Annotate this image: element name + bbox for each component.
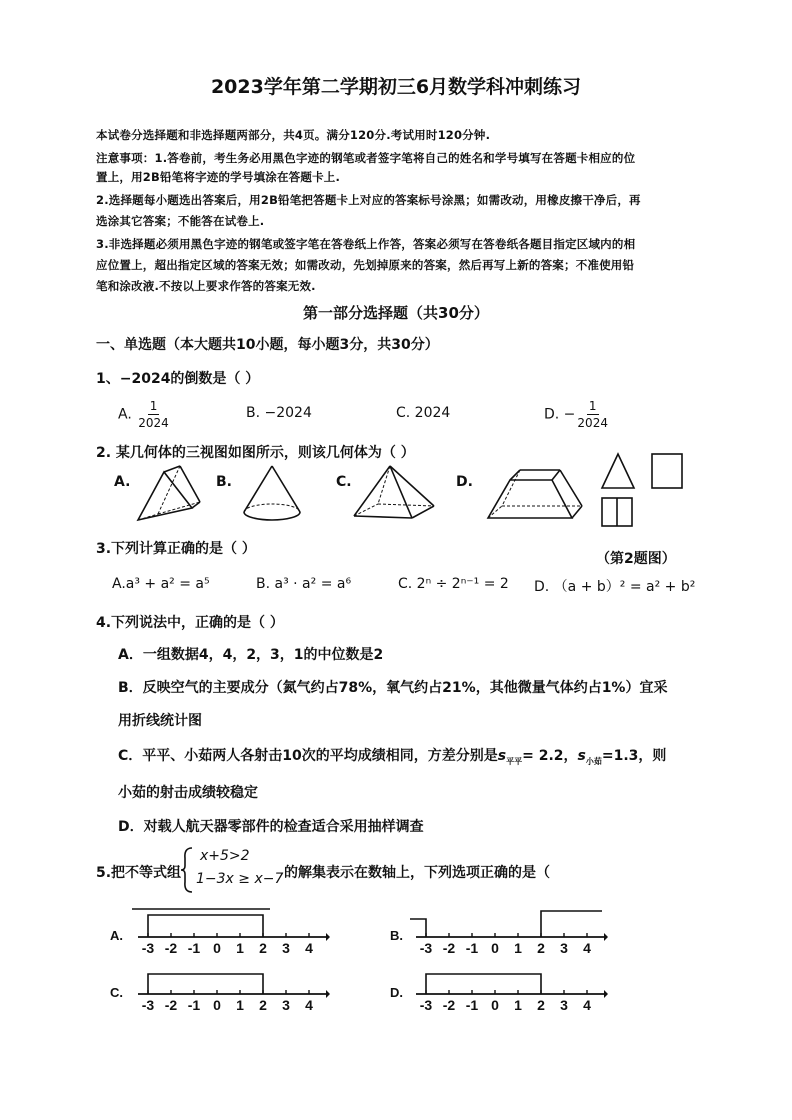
q5-stem — [96, 862, 181, 882]
q3-option-b: B. a³ · a² = a⁶ — [256, 576, 352, 592]
tick-label: 1 — [236, 997, 244, 1013]
q2-label-b: B. — [216, 474, 232, 490]
right-ray — [541, 911, 602, 937]
tick-label: 2 — [537, 940, 545, 956]
axis-arrow — [326, 933, 330, 941]
q1-option-b: B. −2024 — [246, 405, 312, 421]
axis-arrow — [604, 990, 608, 998]
notes-line-4: 2.选择题每小题选出答案后，用2B铅笔把答题卡上对应的答案标号涂黑；如需改动，用橡皮擦干净后，再 — [96, 193, 641, 207]
q2-label-c: C. — [336, 474, 352, 490]
tick-label: 3 — [560, 940, 568, 956]
tick-label: -3 — [141, 940, 155, 956]
q5-stem-pre: 5.把不等式组 — [96, 865, 182, 881]
q5-brace — [180, 846, 194, 894]
q2-label-a: A. — [114, 474, 131, 490]
tick-label: -2 — [442, 997, 456, 1013]
notes-line-3: 置上，用2B铅笔将字迹的学号填涂在答题卡上. — [96, 170, 341, 184]
q2-cone-figure — [238, 462, 308, 528]
q4-stem: 4.下列说法中，正确的是（ ） — [96, 615, 284, 631]
page-title: 2023学年第二学期初三6月数学科冲刺练习 — [210, 76, 582, 98]
q5-numberline-d — [408, 962, 608, 1020]
tick-label: 1 — [236, 940, 244, 956]
tick-label: -3 — [419, 940, 433, 956]
q1-option-a — [118, 398, 171, 431]
q3-option-a: A.a³ + a² = a⁵ — [112, 576, 210, 592]
q3-option-c: C. 2ⁿ ÷ 2ⁿ⁻¹ = 2 — [398, 576, 509, 592]
notes-line-8: 笔和涂改液.不按以上要求作答的答案无效. — [96, 279, 316, 293]
q4-c-val2: =1.3，则 — [601, 748, 667, 764]
tick-label: 4 — [305, 940, 313, 956]
q1-a-label: A. — [118, 406, 132, 423]
notes-line-1: 本试卷分选择题和非选择题两部分，共4页。满分120分.考试用时120分钟. — [96, 128, 491, 142]
q1-option-c: C. 2024 — [396, 405, 451, 421]
q1-d-label: D. − — [544, 406, 576, 423]
tick-label: -1 — [187, 997, 201, 1013]
tick-label: 0 — [213, 940, 221, 956]
q1-d-fraction — [575, 398, 610, 431]
tick-label: 4 — [583, 997, 591, 1013]
tick-label: 4 — [305, 997, 313, 1013]
q5-ineq-1: x+5>2 — [200, 848, 250, 864]
q1-d-den: 2024 — [577, 416, 608, 430]
q1-a-num: 1 — [149, 399, 158, 413]
q5-stem-post: 的解集表示在数轴上，下列选项正确的是（ — [284, 865, 550, 881]
axis-arrow — [604, 933, 608, 941]
notes-line-6: 3.非选择题必须用黑色字迹的钢笔或签字笔在答卷纸上作答，答案必须写在答卷纸各题目指定区域内的相 — [96, 237, 636, 251]
q4-option-c-line2: 小茹的射击成绩较稳定 — [118, 785, 258, 801]
q5-label-c: C. — [110, 985, 123, 1000]
q1-option-d — [544, 398, 610, 431]
q2-stem: 2. 某几何体的三视图如图所示，则该几何体为（ ） — [96, 445, 415, 461]
tick-label: 2 — [537, 997, 545, 1013]
tick-label: 0 — [491, 940, 499, 956]
q4-c-s2-sub: 小茹 — [585, 756, 602, 766]
tick-label: 3 — [282, 940, 290, 956]
q3-option-d: D. （a + b）² = a² + b² — [534, 579, 696, 595]
q1-d-num: 1 — [588, 399, 597, 413]
q4-option-d: D．对载人航天器零部件的检查适合采用抽样调查 — [118, 819, 424, 835]
q4-c-val1: = 2.2， — [522, 748, 578, 764]
axis-arrow — [326, 990, 330, 998]
notes-line-7: 应位置上，超出指定区域的答案无效；如需改动，先划掉原来的答案，然后再写上新的答案；不准使用铅 — [96, 258, 635, 272]
tick-label: 3 — [560, 997, 568, 1013]
q2-three-views — [596, 450, 696, 540]
tick-label: 2 — [259, 940, 267, 956]
q1-a-fraction — [136, 398, 171, 431]
q5-label-b: B. — [390, 928, 403, 943]
tick-label: 0 — [213, 997, 221, 1013]
front-view — [602, 454, 634, 488]
q5-numberline-c — [130, 962, 330, 1020]
tick-label: -2 — [164, 940, 178, 956]
q4-c-s2: s — [577, 748, 586, 764]
q5-label-a: A. — [110, 928, 123, 943]
q4-option-c-line1 — [118, 745, 666, 767]
tick-label: -2 — [164, 997, 178, 1013]
tick-label: 2 — [259, 997, 267, 1013]
q5-ineq-2: 1−3x ≥ x−7 — [196, 871, 284, 887]
tick-label: -1 — [187, 940, 201, 956]
q2-frustum-figure — [486, 462, 586, 528]
q5-label-d: D. — [390, 985, 403, 1000]
tick-label: 0 — [491, 997, 499, 1013]
q1-stem: 1、−2024的倒数是（ ） — [96, 371, 260, 387]
section-title: 第一部分选择题（共30分） — [303, 304, 489, 322]
left-ray — [410, 919, 426, 937]
q5-numberline-b — [408, 905, 608, 963]
q4-option-b-line1: B．反映空气的主要成分（氮气约占78%，氧气约占21%，其他微量气体约占1%）宜采 — [118, 680, 668, 696]
tick-label: -3 — [419, 997, 433, 1013]
notes-line-2: 注意事项：1.答卷前，考生务必用黑色字迹的钢笔或者签字笔将自己的姓名和学号填写在答题卡相应的位 — [96, 151, 636, 165]
q4-c-text: C．平平、小茹两人各射击10次的平均成绩相同，方差分别是 — [118, 748, 498, 764]
tick-label: -2 — [442, 940, 456, 956]
q3-stem: 3.下列计算正确的是（ ） — [96, 541, 256, 557]
tick-label: 4 — [583, 940, 591, 956]
q2-caption: （第2题图） — [596, 551, 676, 567]
q4-c-s1: s — [497, 748, 507, 764]
q2-pyramid-figure — [350, 462, 440, 528]
q4-option-a: A．一组数据4，4，2，3，1的中位数是2 — [118, 647, 384, 663]
tick-label: -3 — [141, 997, 155, 1013]
tick-label: 1 — [514, 997, 522, 1013]
q2-label-d: D. — [456, 474, 473, 490]
q5-numberline-a — [130, 905, 330, 963]
side-view — [652, 454, 682, 488]
solution-bracket — [426, 974, 541, 994]
tick-label: -1 — [465, 940, 479, 956]
q2-prism-figure — [130, 462, 210, 528]
q1-a-den: 2024 — [138, 416, 169, 430]
tick-label: 1 — [514, 940, 522, 956]
solution-bracket — [148, 915, 263, 937]
q4-option-b-line2: 用折线统计图 — [118, 713, 202, 729]
q4-c-s1-sub: 平平 — [506, 756, 523, 766]
tick-label: 3 — [282, 997, 290, 1013]
solution-bracket — [148, 974, 263, 994]
notes-line-5: 选涂其它答案；不能答在试卷上. — [96, 214, 265, 228]
subsection-title: 一、单选题（本大题共10小题，每小题3分，共30分） — [96, 337, 439, 353]
tick-label: -1 — [465, 997, 479, 1013]
